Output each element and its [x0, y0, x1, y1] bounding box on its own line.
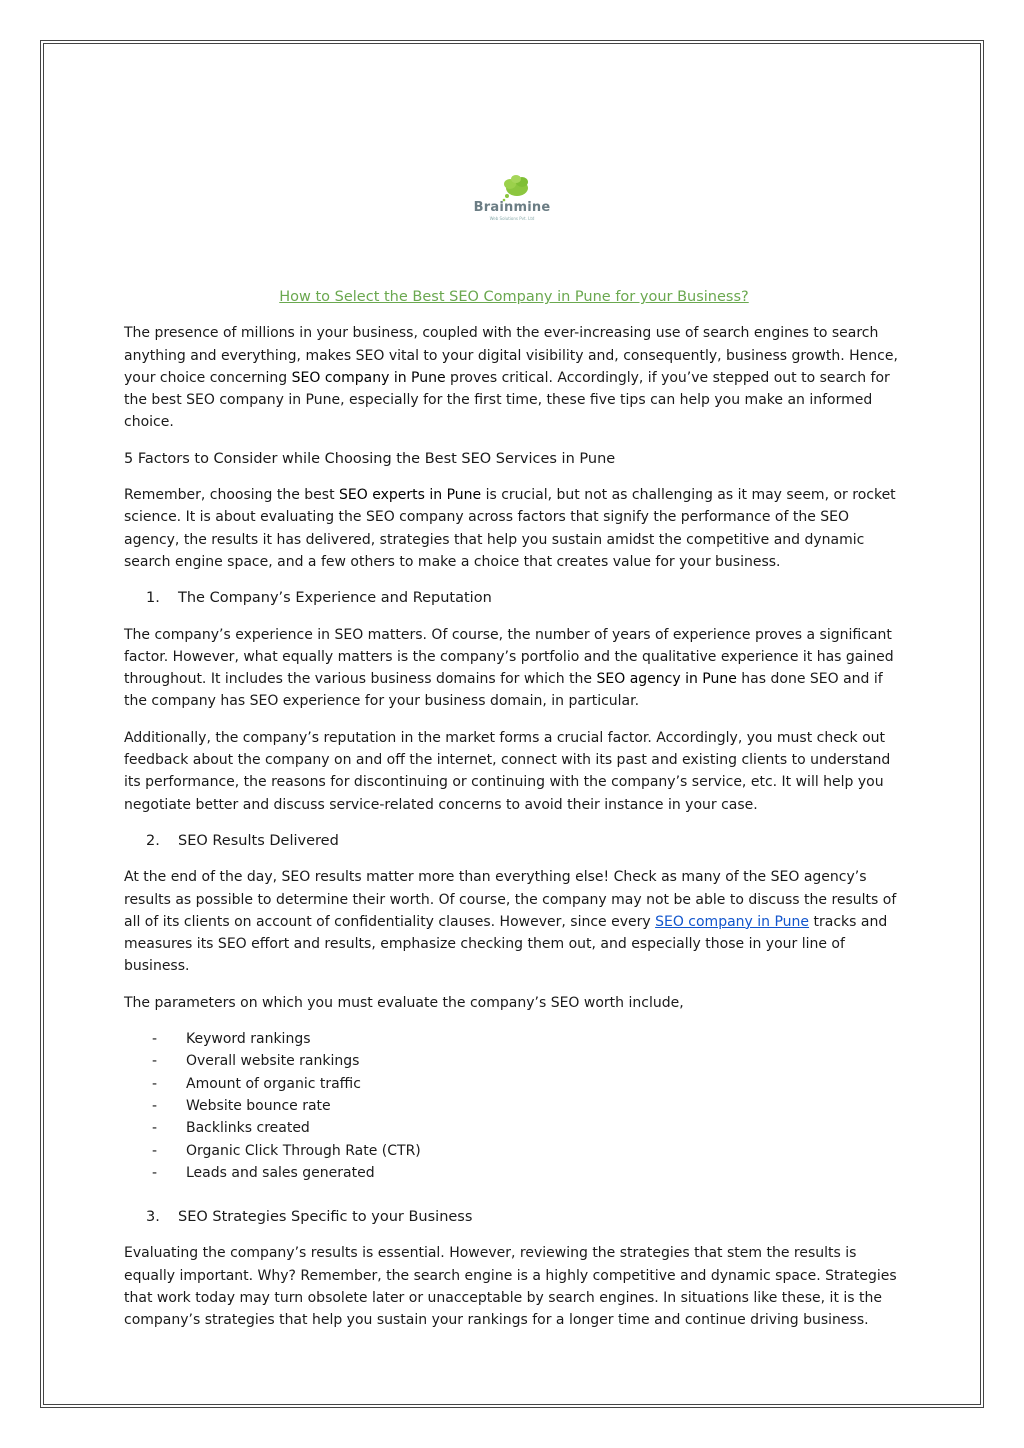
list-item: [152, 1140, 904, 1162]
section-2-text-a: At the end of the day, SEO results matter more than everything else! Check as many of the SEO agency’s results as possible to determine their worth. Of course, the company may not be able to discuss the results of all of its clients on account of confidentiality clauses. However, since every: [124, 869, 897, 930]
section-3-number: 3.: [146, 1209, 160, 1226]
intro-keyword: SEO company in Pune: [291, 369, 446, 386]
document-title: How to Select the Best SEO Company in Pune for your Business?: [279, 289, 749, 305]
section-2-title: SEO Results Delivered: [178, 832, 339, 849]
logo-subtitle: Web Solutions Pvt. Ltd: [489, 216, 535, 221]
brainmine-logo: [470, 170, 554, 226]
intro-paragraph: [124, 322, 904, 433]
section-1-paragraph-1: [124, 624, 904, 713]
list-dash: -: [152, 1031, 158, 1048]
logo-name: Brainmine: [473, 200, 551, 215]
list-dash: -: [152, 1097, 158, 1114]
list-dash: -: [152, 1142, 158, 1159]
list-item-text: Organic Click Through Rate (CTR): [186, 1142, 421, 1159]
section-1-text-b: has done SEO and if the company has SEO experience for your business domain, in particular.: [124, 671, 883, 710]
list-item: [152, 1117, 904, 1139]
list-item: [152, 1050, 904, 1072]
list-item: [152, 1028, 904, 1050]
factors-text-a: Remember, choosing the best: [124, 487, 340, 504]
intro-text-b: proves critical. Accordingly, if you’ve stepped out to search for the best SEO company in Pune, especially for the first time, these five tips can help you make an informed choice.: [124, 369, 890, 431]
list-item-text: Amount of organic traffic: [186, 1075, 361, 1092]
section-3-title: SEO Strategies Specific to your Business: [178, 1209, 473, 1226]
list-dash: -: [152, 1164, 158, 1181]
list-item-text: Backlinks created: [186, 1120, 310, 1137]
factors-keyword: SEO experts in Pune: [339, 487, 482, 504]
document-body: [124, 286, 904, 1346]
list-item: [152, 1095, 904, 1117]
list-dash: -: [152, 1053, 158, 1070]
section-1-paragraph-2: Additionally, the company’s reputation in the market forms a crucial factor. Accordingly, you must check out feedback about the company on and off the internet, connect with its past and existing clients to understand its performance, the reasons for discontinuing or continuing with the company’s service, etc. It will help you negotiate better and discuss service-related concerns to avoid their instance in your case.: [124, 729, 891, 813]
section-2-paragraph-1: [124, 866, 904, 977]
list-item: [152, 1073, 904, 1095]
list-item-text: Keyword rankings: [186, 1031, 311, 1048]
section-2-heading: [146, 830, 904, 852]
parameters-list: [152, 1028, 904, 1184]
list-item-text: Overall website rankings: [186, 1053, 360, 1070]
section-2-number: 2.: [146, 832, 160, 849]
section-1-title: The Company’s Experience and Reputation: [178, 590, 492, 607]
section-2-text-b: tracks and measures its SEO effort and results, emphasize checking them out, and especially those in your line of business.: [124, 913, 888, 975]
section-1-heading: [146, 587, 904, 609]
seo-company-pune-link[interactable]: SEO company in Pune: [655, 913, 810, 930]
section-1-number: 1.: [146, 590, 160, 607]
list-item-text: Website bounce rate: [186, 1097, 331, 1114]
list-item: [152, 1162, 904, 1184]
section-1-keyword: SEO agency in Pune: [596, 671, 737, 688]
factors-paragraph: [124, 484, 904, 573]
list-dash: -: [152, 1075, 158, 1092]
section-3-paragraph-1: Evaluating the company’s results is essential. However, reviewing the strategies that stem the results is equally important. Why? Remember, the search engine is a highly competitive and dynamic space. Strategies that work today may turn obsolete later or unacceptable by search engines. In situations like these, it is the company’s strategies that help you sustain your rankings for a longer time and continue driving business.: [124, 1245, 897, 1329]
factors-heading: 5 Factors to Consider while Choosing the Best SEO Services in Pune: [124, 450, 616, 467]
factors-text-b: is crucial, but not as challenging as it may seem, or rocket science. It is about evaluating the SEO company across factors that signify the performance of the SEO agency, the results it has delivered, strategies that help you sustain amidst the competitive and dynamic search engine space, and a few others to make a choice that creates value for your business.: [124, 487, 896, 570]
list-dash: -: [152, 1120, 158, 1137]
intro-text-a: The presence of millions in your business, coupled with the ever-increasing use of search engines to search anything and everything, makes SEO vital to your digital visibility and, consequently, business growth. Hence, your choice concerning: [124, 325, 898, 386]
brain-cloud-icon: [470, 170, 554, 204]
section-2-paragraph-2: The parameters on which you must evaluate the company’s SEO worth include,: [124, 994, 684, 1011]
section-1-text-a: The company’s experience in SEO matters. Of course, the number of years of experience proves a significant factor. However, what equally matters is the company’s portfolio and the qualitative experience it has gained throughout. It includes the various business domains for which the: [124, 626, 894, 688]
list-item-text: Leads and sales generated: [186, 1164, 375, 1181]
section-3-heading: [146, 1206, 904, 1228]
